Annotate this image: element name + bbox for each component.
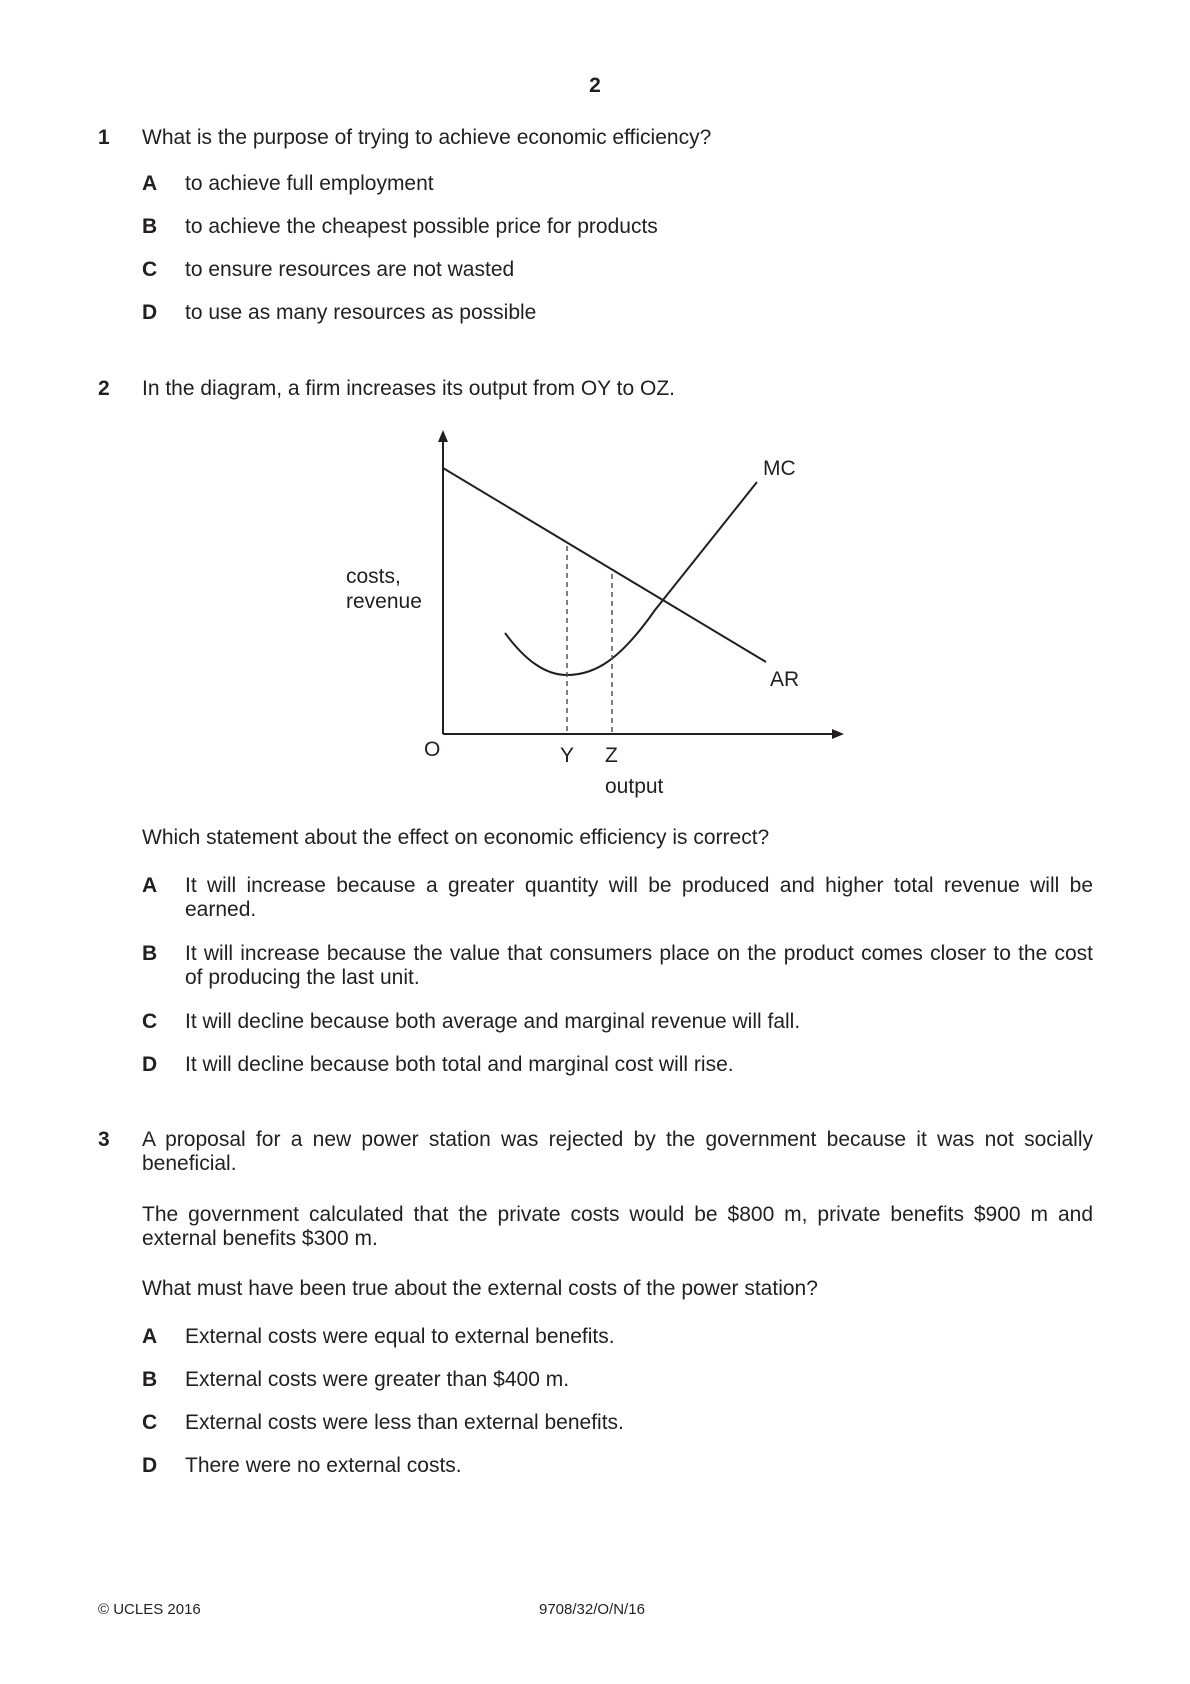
q1-option-c-text: to ensure resources are not wasted xyxy=(185,258,515,281)
x-axis-label: output xyxy=(605,775,664,798)
mc-curve xyxy=(505,482,757,675)
q2-option-c-letter: C xyxy=(142,1010,158,1033)
q2-option-d-text: It will decline because both total and marginal cost will rise. xyxy=(185,1053,734,1076)
q2-option-c-text: It will decline because both average and marginal revenue will fall. xyxy=(185,1010,801,1033)
footer-code: 9708/32/O/N/16 xyxy=(539,1601,645,1618)
q1-option-c-letter: C xyxy=(142,258,158,281)
q1-option-b-text: to achieve the cheapest possible price for products xyxy=(185,215,658,238)
question-3-number: 3 xyxy=(98,1128,110,1151)
y-mark-label: Y xyxy=(560,744,575,767)
question-2-stem: In the diagram, a firm increases its output from OY to OZ. xyxy=(142,377,675,400)
question-3-paragraph: The government calculated that the private costs would be $800 m, private benefits $900 m and external benefits $300 m. xyxy=(142,1203,1093,1250)
cost-revenue-diagram xyxy=(0,0,1190,820)
footer-copyright: © UCLES 2016 xyxy=(98,1601,201,1618)
q3-option-d-text: There were no external costs. xyxy=(185,1454,462,1477)
question-2-number: 2 xyxy=(98,377,110,400)
question-3-stem: A proposal for a new power station was rejected by the government because it was not socially beneficial. xyxy=(142,1128,1093,1175)
q3-option-b-letter: B xyxy=(142,1368,158,1391)
y-axis-label-line1: costs, xyxy=(346,565,401,588)
q1-option-d-letter: D xyxy=(142,301,158,324)
q2-option-b-letter: B xyxy=(142,942,158,965)
question-2-question: Which statement about the effect on economic efficiency is correct? xyxy=(142,826,770,849)
q3-option-c-text: External costs were less than external benefits. xyxy=(185,1411,624,1434)
q1-option-a-text: to achieve full employment xyxy=(185,172,434,195)
z-mark-label: Z xyxy=(605,744,618,767)
origin-label: O xyxy=(424,738,441,761)
q2-option-b-text: It will increase because the value that consumers place on the product comes closer to the cost of producing the last unit. xyxy=(185,942,1093,989)
q3-option-b-text: External costs were greater than $400 m. xyxy=(185,1368,570,1391)
page-number: 2 xyxy=(589,74,601,97)
ar-label: AR xyxy=(770,668,800,691)
question-1-stem: What is the purpose of trying to achieve economic efficiency? xyxy=(142,126,712,149)
mc-label: MC xyxy=(763,457,796,480)
q2-option-a-letter: A xyxy=(142,874,158,897)
q2-option-a-text: It will increase because a greater quantity will be produced and higher total revenue will be earned. xyxy=(185,874,1093,921)
q3-option-a-letter: A xyxy=(142,1325,158,1348)
question-3-question: What must have been true about the external costs of the power station? xyxy=(142,1277,818,1300)
y-axis-label-line2: revenue xyxy=(346,590,422,613)
q1-option-a-letter: A xyxy=(142,172,158,195)
ar-curve xyxy=(443,468,766,662)
q2-option-d-letter: D xyxy=(142,1053,158,1076)
question-1-number: 1 xyxy=(98,126,110,149)
q1-option-d-text: to use as many resources as possible xyxy=(185,301,537,324)
q1-option-b-letter: B xyxy=(142,215,158,238)
q3-option-c-letter: C xyxy=(142,1411,158,1434)
q3-option-a-text: External costs were equal to external benefits. xyxy=(185,1325,615,1348)
q3-option-d-letter: D xyxy=(142,1454,158,1477)
